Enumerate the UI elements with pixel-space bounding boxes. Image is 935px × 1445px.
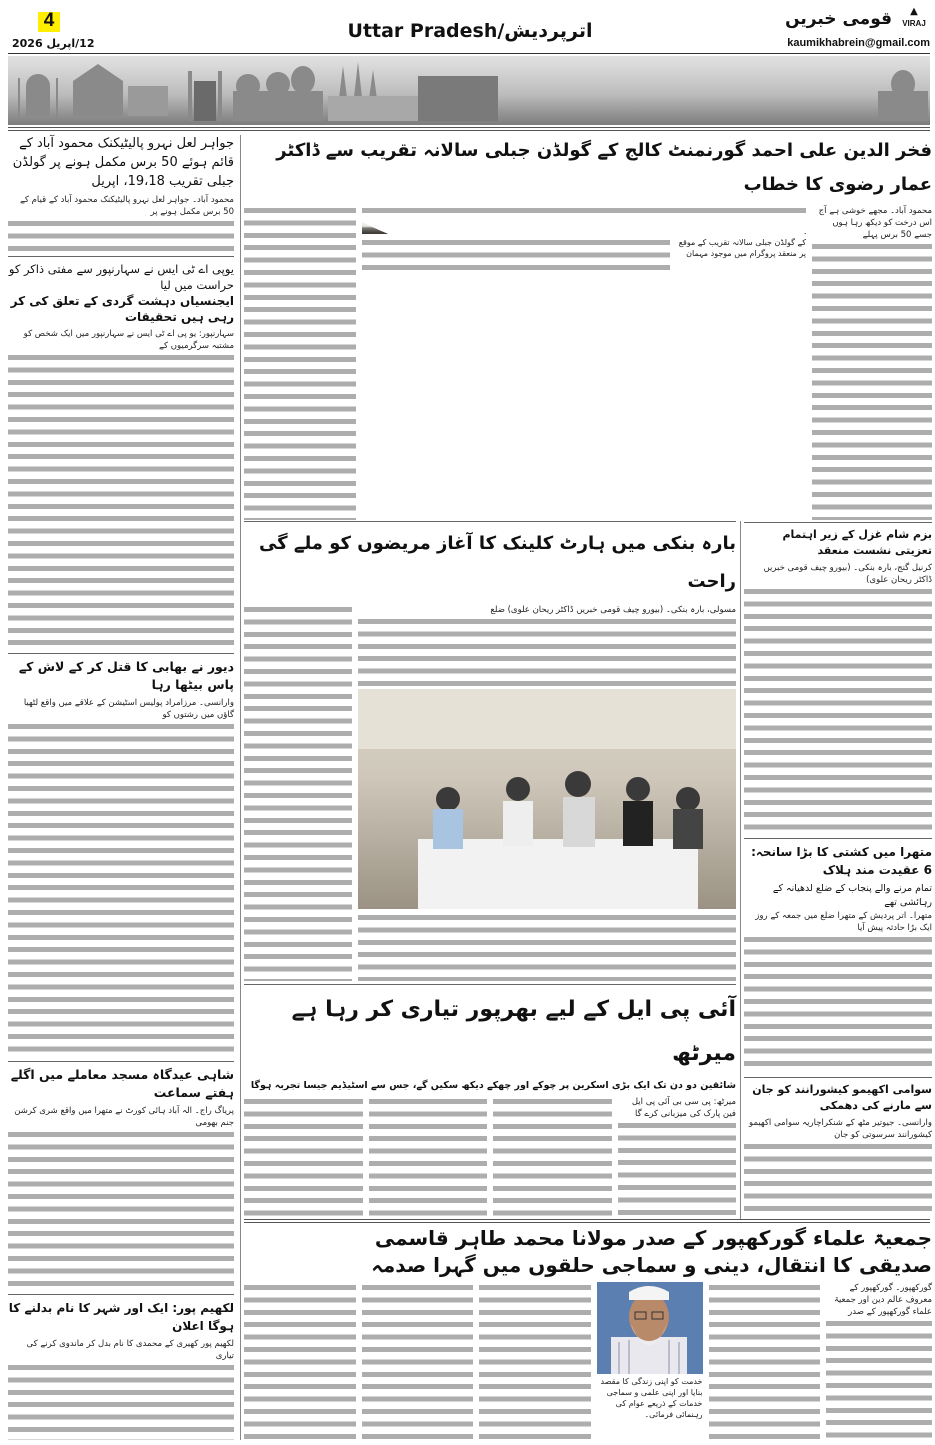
article-body-text [362,205,806,219]
story-column [244,604,352,981]
story-lead-text: گورکھپور۔ گورکھپور کے معروف عالم دین اور جمعیۃ علماء گورکھپور کے صدر [834,1283,932,1317]
story-headline: شاہی عیدگاہ مسجد معاملے میں اگلے ہفتے سماعت [10,1067,234,1101]
story-lead-text: میرٹھ: پی سی بی آئی پی ایل فین پارک کی میزبانی کرے گا [631,1097,736,1119]
story-headline-line2: صدیقی کا انتقال، دینی و سماجی حلقوں میں گہرا صدمہ [371,1253,932,1277]
article-body-text [244,604,352,981]
article-body-text [8,352,234,649]
story-columns [244,1096,736,1216]
story-lead-text: پریاگ راج۔ الہ آباد ہائی کورٹ نے متھرا میں واقع شری کرشن جنم بھومی [14,1106,234,1129]
college-golden-jubilee-story [244,134,932,520]
story-headline: دیور نے بھابی کا قتل کر کے لاش کے پاس بیٹھا رہا [18,658,234,692]
story-divider [244,521,736,522]
article-body-text [618,1120,737,1216]
article-body-text [8,218,234,252]
section-title: Uttar Pradesh/اترپردیش [347,20,593,42]
story-columns [244,604,736,981]
left-story [8,653,234,1058]
story-column [812,205,932,520]
story-headline: بزم شام غزل کے زیر اہتمام تعزیتی نشست منعقد [782,528,932,557]
landmarks-banner-image [8,56,930,125]
banner-double-rule [8,127,930,131]
story-column [826,1282,932,1441]
story-columns [244,1282,932,1441]
column-divider [240,135,241,1440]
article-body-text [362,1282,474,1441]
story-lead-text: محمود آباد۔ مجھے خوشی ہے آج اس درخت کو دیکھ رہا ہوں جسے 50 برس پہلے [818,206,932,240]
story-headline: متھرا میں کشتی کا بڑا سانحہ: 6 عقیدت مند ہلاک [751,844,932,877]
bazm-story [744,522,932,834]
obituary-story [244,1225,932,1441]
left-story [8,1294,234,1440]
logo-mark-icon: ▲ [910,6,918,17]
heart-clinic-press-photo [358,689,736,909]
photo-caption: کے گولڈن جبلی سالانہ تقریب کے موقع پر منعقد پروگرام میں موجود مہمان [678,238,806,258]
article-body-text [244,1282,356,1441]
story-columns [244,205,932,520]
story-column [244,205,356,520]
article-body-text [493,1096,612,1216]
article-body-text [8,1129,234,1289]
story-column [618,1096,737,1216]
story-lead-text: وارانسی۔ مرزامراد پولیس اسٹیشن کے علاقے میں واقع لٹھیا گاؤں میں رشتوں کو [23,697,234,720]
story-headline: جمعیۃ علماء گورکھپور کے صدر مولانا محمد طاہر قاسمی [374,1226,932,1250]
story-column [358,604,736,981]
story-lead-text: سہارنپور: یو پی اے ٹی ایس نے سہارنپور میں ایک شخص کو مشتبہ سرگرمیوں کے [23,328,234,351]
story-column [362,205,806,520]
story-subheadline: تمام مرنے والے پنجاب کے ضلع لدھیانہ کے رہائشی تھے [772,882,932,908]
left-story [8,134,234,252]
story-headline: آئی پی ایل کے لیے بھرپور تیاری کر رہا ہے میرٹھ [291,997,736,1066]
article-body-text [812,241,932,520]
story-headline: لکھیم پور: ایک اور شہر کا نام بدلنے کا ہوگا اعلان [8,1300,234,1333]
article-body-text [369,1096,488,1216]
article-body-text [8,1362,234,1440]
caption-row [362,237,806,273]
right-news-column [744,518,932,1216]
story-headline: بارہ بنکی میں ہارٹ کلینک کا آغاز مریضوں کو ملے گی راحت [258,533,736,592]
story-lead-text: وارانسی۔ جیوتیر مٹھ کے شنکراچاریہ سوامی اکھیمو کیشورانند سرسوتی کو جان [749,1117,932,1140]
story-headline: فخر الدین علی احمد گورنمنٹ کالج کے گولڈن جبلی سالانہ تقریب سے ڈاکٹر عمار رضوی کا خطاب [276,140,932,195]
article-body-text [744,1141,932,1216]
heart-clinic-story [244,525,736,981]
story-lead-text: کرنیل گنج، بارہ بنکی۔ (بیورو چیف قومی خبریں ڈاکٹر ریحان علوی) [763,563,932,585]
photo-caption: خدمت کو اپنی زندگی کا مقصد بنایا اور اپنی علمی و سماجی خدمات کے ذریعے عوام کی رہنمائی فرمائی۔ [600,1377,703,1419]
section-double-rule [244,1219,930,1223]
logo-mark: VIRAJ [902,19,926,28]
story-lead-text: متھرا۔ اتر پردیش کے متھرا ضلع میں جمعہ کے روز ایک بڑا حادثہ پیش آیا [755,910,932,933]
article-body-text [744,934,932,1073]
article-body-text [479,1282,591,1441]
article-body-text [744,586,932,834]
article-body-text [362,237,670,273]
left-story [8,1061,234,1289]
header-rule [8,53,930,54]
ipl-meerut-story [244,988,736,1216]
article-body-text [244,1096,363,1216]
story-divider [244,984,736,985]
maulana-portrait-photo [597,1282,703,1374]
left-story [8,256,234,649]
story-column [597,1282,703,1441]
college-event-photo [362,222,806,234]
story-subheadline: شائقین دو دن تک ایک بڑی اسکرین پر چوکے اور چھکے دیکھ سکیں گے، جس سے اسٹیڈیم جیسا تجربہ ہوگا [250,1080,736,1091]
newspaper-logo: قومی خبریں [785,9,892,29]
story-subheadline: ایجنسیاں دہشت گردی کے تعلق کی کر رہی ہیں تحقیقات [10,293,234,324]
article-body-text [8,721,234,1058]
story-headline: جواہر لعل نہرو پالیٹیکنک محمود آباد کے قائم ہوئے 50 برس مکمل ہونے پر گولڈن جبلی تقریب 19،18، اپریل [12,136,234,189]
page-number: 4 [43,10,55,31]
story-headline: یوپی اے ٹی ایس نے سہارنپور سے مفتی ذاکر کو حراست میں لیا [8,261,234,292]
article-body-text [709,1282,821,1441]
column-divider [740,521,741,1219]
article-body-text [244,205,356,520]
article-body-text [358,616,736,686]
contact-email: kaumikhabrein@gmail.com [787,37,930,49]
article-body-text [826,1318,932,1441]
article-body-text [358,912,736,982]
monuments-silhouette-icon [8,56,930,125]
left-news-column [8,134,234,1440]
story-lead-text: محمود آباد۔ جواہر لعل نہرو پالیٹیکنک محمود آباد کے قیام کے 50 برس مکمل ہونے پر [19,195,234,217]
story-headline: سوامی اکھیمو کیشورانند کو جان سے مارنے کی دھمکی [752,1082,932,1112]
threat-story [744,1077,932,1216]
story-lead-text: لکھیم پور کھیری کے محمدی کا نام بدل کر ماندوی کرنے کی تیاری [26,1338,234,1361]
story-lead-text: مسولی، بارہ بنکی۔ (بیورو چیف قومی خبریں ڈاکٹر ریحان علوی) ضلع [490,605,736,615]
issue-date: 12/اپریل 2026 [12,37,95,50]
mathura-story [744,838,932,1073]
